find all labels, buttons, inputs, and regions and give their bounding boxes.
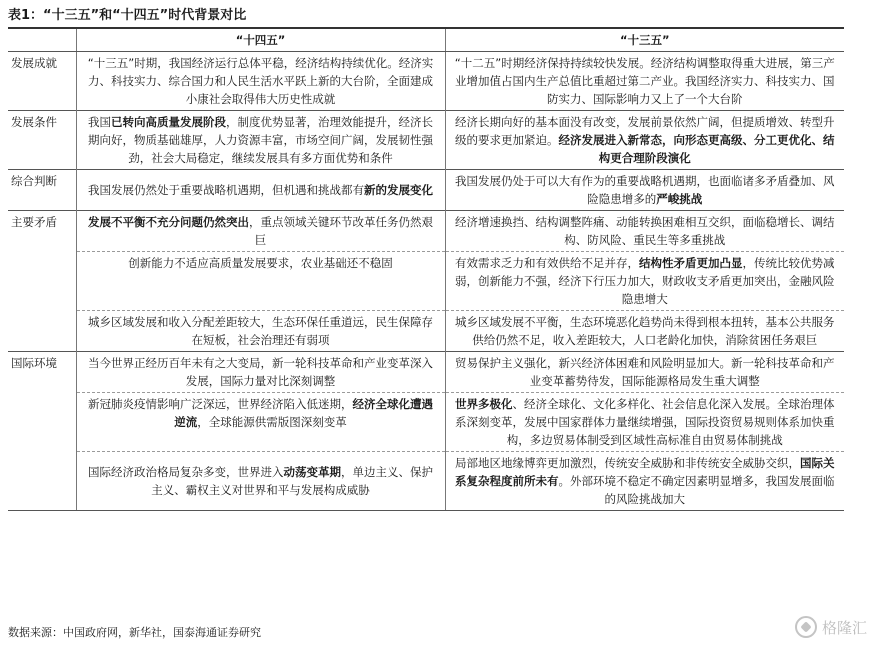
comparison-table (8, 27, 844, 511)
cell-14th (76, 352, 445, 393)
cell-text: 创新能力不适应高质量发展要求，农业基础还不稳固 (128, 256, 393, 270)
cell-13th (445, 211, 844, 252)
cell-13th (445, 111, 844, 170)
row-label (8, 452, 76, 511)
cell-text: 经济长期向好的基本面没有改变，发展前景依然广阔，但提质增效、转型升级的要求更加紧迫。 (455, 115, 835, 147)
cell-text: 我国 (88, 115, 111, 129)
cell-13th (445, 311, 844, 352)
cell-14th (76, 452, 445, 511)
row-label: 发展条件 (8, 111, 76, 170)
cell-text: 国际经济政治格局复杂多变，世界进入 (88, 465, 284, 479)
cell-text: 局部地区地缘博弈更加激烈，传统安全威胁和非传统安全威胁交织， (455, 456, 800, 470)
cell-text: 贸易保护主义强化，新兴经济体困难和风险明显加大。新一轮科技革命和产业变革蓄势待发，国际能源格局发生重大调整 (455, 356, 835, 388)
cell-text: 我国发展仍然处于重要战略机遇期，但机遇和挑战都有 (88, 183, 364, 197)
cell-text: 城乡区域发展不平衡，生态环境恶化趋势尚未得到根本扭转，基本公共服务供给仍然不足，收入差距较大，人口老龄化加快，消除贫困任务艰巨 (455, 315, 835, 347)
cell-14th (76, 211, 445, 252)
table-row (8, 352, 844, 393)
table-header-row (8, 28, 844, 52)
watermark-text: 格隆汇 (821, 618, 867, 637)
bold-text: 结构性矛盾更加凸显 (639, 256, 743, 270)
watermark (795, 616, 867, 638)
cell-text: ，单边主义、保护主义、霸权主义对世界和平与发展构成威胁 (151, 465, 433, 497)
table-row (8, 252, 844, 311)
cell-13th (445, 170, 844, 211)
row-label (8, 252, 76, 311)
cell-text: 我国发展仍处于可以大有作为的重要战略机遇期，也面临诸多矛盾叠加、风险隐患增多的 (455, 174, 835, 206)
row-label: 国际环境 (8, 352, 76, 393)
bold-text: 新的发展变化 (364, 183, 433, 197)
table-row (8, 52, 844, 111)
bold-text: 国际关系复杂程度前所未有 (455, 456, 835, 488)
header-empty (8, 28, 76, 52)
table-row (8, 393, 844, 452)
row-label: 发展成就 (8, 52, 76, 111)
bold-text: 经济全球化遭遇逆流 (174, 397, 433, 429)
cell-14th (76, 170, 445, 211)
bold-text: 发展不平衡不充分问题仍然突出 (88, 215, 249, 229)
cell-text: 经济增速换挡、结构调整阵痛、动能转换困难相互交织，面临稳增长、调结构、防风险、重民生等多重挑战 (455, 215, 835, 247)
header-14th-plan: “十四五” (76, 28, 445, 52)
bold-text: 严峻挑战 (656, 192, 703, 206)
cell-13th (445, 393, 844, 452)
cell-text: 新冠肺炎疫情影响广泛深远，世界经济陷入低迷期， (88, 397, 353, 411)
cell-13th (445, 352, 844, 393)
watermark-logo-icon (795, 616, 817, 638)
cell-text: “十三五”时期，我国经济运行总体平稳，经济结构持续优化。经济实力、科技实力、综合国力和人民生活水平跃上新的大台阶，全面建成小康社会取得伟大历史性成就 (87, 56, 434, 106)
cell-text: 、经济全球化、文化多样化、社会信息化深入发展。全球治理体系深刻变革，发展中国家群体力量继续增强，国际投资贸易规则体系加快重构，多边贸易体制受到区域性高标准自由贸易体制挑战 (455, 397, 835, 447)
cell-text: ，重点领域关键环节改革任务仍然艰巨 (249, 215, 433, 247)
cell-text: “十二五”时期经济保持持续较快发展。经济结构调整取得重大进展，第三产业增加值占国内生产总值比重超过第二产业。我国经济实力、科技实力、国防实力、国际影响力又上了一个大台阶 (454, 56, 835, 106)
bold-text: 动荡变革期 (283, 465, 341, 479)
cell-text: 有效需求乏力和有效供给不足并存， (455, 256, 639, 270)
data-source-note: 数据来源：中国政府网，新华社，国泰海通证券研究 (8, 626, 261, 639)
table-row (8, 211, 844, 252)
cell-text: 城乡区域发展和收入分配差距较大，生态环保任重道远，民生保障存在短板，社会治理还有弱项 (88, 315, 433, 347)
cell-text: ，传统比较优势减弱，创新能力不强，经济下行压力加大，财政收支矛盾更加突出，金融风险隐患增大 (455, 256, 835, 306)
cell-text: 当今世界正经历百年未有之大变局，新一轮科技革命和产业变革深入发展，国际力量对比深刻调整 (88, 356, 433, 388)
table-row (8, 170, 844, 211)
bold-text: 世界多极化 (455, 397, 513, 411)
table-row (8, 111, 844, 170)
table-row (8, 311, 844, 352)
cell-text: ，全球能源供需版图深刻变革 (197, 415, 347, 429)
cell-text: ，制度优势显著，治理效能提升，经济长期向好，物质基础雄厚，人力资源丰富，市场空间广阔，发展韧性强劲，社会大局稳定，继续发展具有多方面优势和条件 (88, 115, 433, 165)
cell-13th (445, 52, 844, 111)
cell-text: 。外部环境不稳定不确定因素明显增多，我国发展面临的风险挑战加大 (558, 474, 835, 506)
row-label: 综合判断 (8, 170, 76, 211)
cell-14th (76, 311, 445, 352)
row-label: 主要矛盾 (8, 211, 76, 252)
cell-14th (76, 111, 445, 170)
bold-text: 经济发展进入新常态，向形态更高级、分工更优化、结构更合理阶段演化 (558, 133, 835, 165)
header-13th-plan: “十三五” (445, 28, 844, 52)
table-title: 表1：“十三五”和“十四五”时代背景对比 (8, 8, 247, 23)
cell-14th (76, 393, 445, 452)
row-label (8, 393, 76, 452)
table-row (8, 452, 844, 511)
bold-text: 已转向高质量发展阶段 (111, 115, 226, 129)
cell-14th (76, 52, 445, 111)
cell-13th (445, 452, 844, 511)
cell-13th (445, 252, 844, 311)
cell-14th (76, 252, 445, 311)
row-label (8, 311, 76, 352)
